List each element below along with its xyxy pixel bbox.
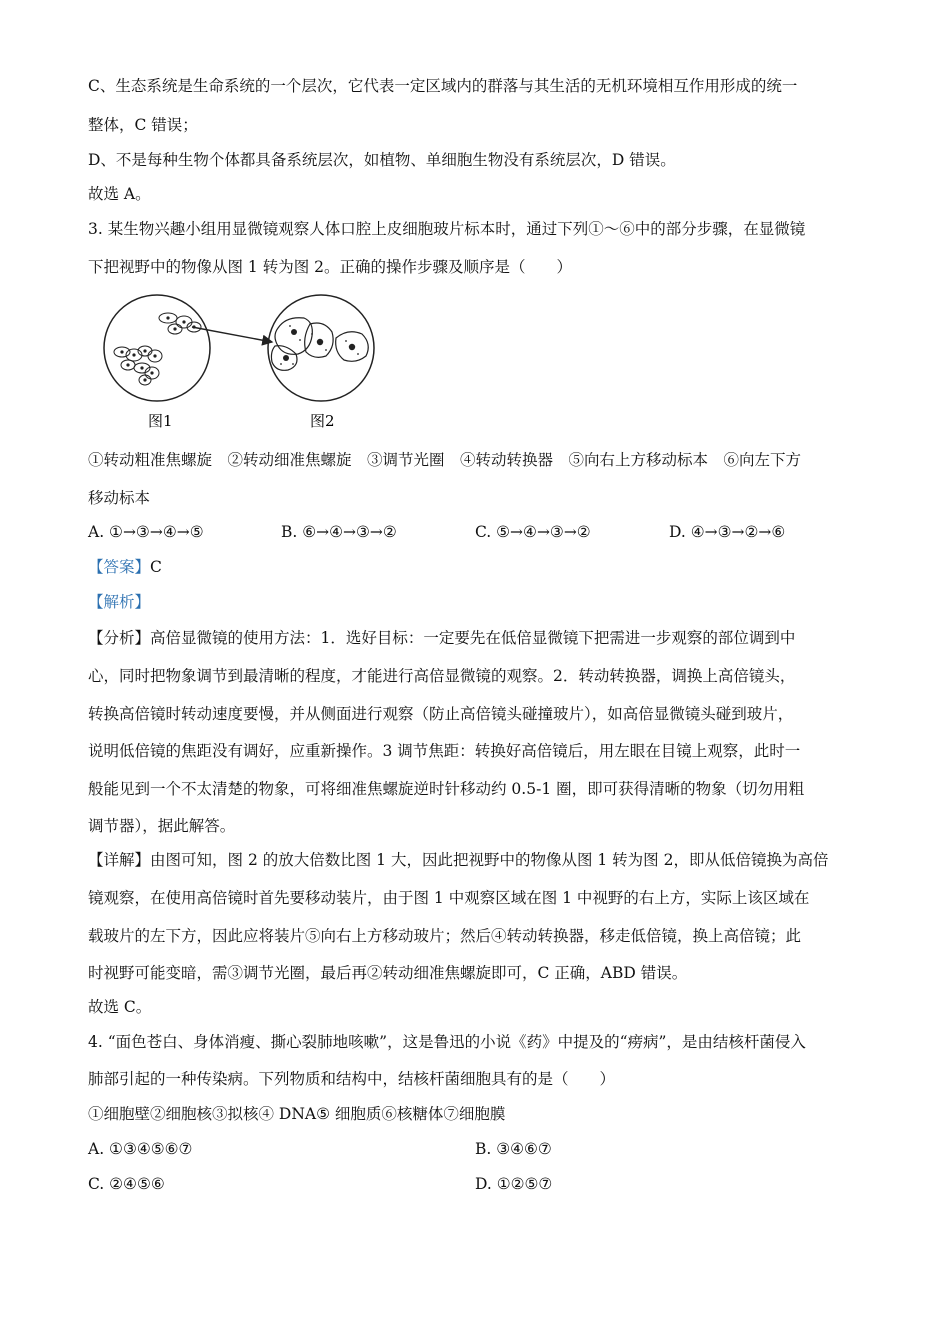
analysis-line — [88, 591, 150, 613]
answer-tag: 【答案】 — [88, 558, 151, 576]
text-line: 整体，C 错误； — [88, 116, 198, 134]
question-4-stem: 4. “面色苍白、身体消瘦、撕心裂肺地咳嗽”，这是鲁迅的小说《药》中提及的“痨病”，是由结核杆菌侵入 — [88, 1033, 806, 1051]
xiangjie-text: 载玻片的左下方，因此应将装片⑤向右上方移动玻片；然后④转动转换器，移走低倍镜，换上高倍镜；此 — [88, 927, 802, 945]
steps-line: 移动标本 — [88, 489, 151, 507]
fenxi-text: 调节器），据此解答。 — [88, 817, 236, 835]
option-c: C. ⑤→④→③→② — [475, 523, 591, 541]
microscope-view-diagram — [100, 294, 390, 434]
q4-option-c: C. ②④⑤⑥ — [88, 1175, 165, 1193]
arrow — [192, 327, 272, 342]
answer-line — [88, 556, 162, 578]
fenxi-text: 说明低倍镜的焦距没有调好，应重新操作。3 调节焦距：转换好高倍镜后，用左眼在目镜上观察，此时一 — [88, 742, 801, 760]
figure-1-label: 图1 — [148, 412, 173, 430]
xiangjie-line — [88, 849, 828, 871]
q4-option-b: B. ③④⑥⑦ — [475, 1140, 552, 1158]
fenxi-text: 般能见到一个不太清楚的物象，可将细准焦螺旋逆时针移动约 0.5-1 圈，即可获得清晰的物象（切勿用粗 — [88, 780, 805, 798]
question-3-stem: 下把视野中的物像从图 1 转为图 2。正确的操作步骤及顺序是（ ） — [88, 258, 573, 276]
fenxi-line — [88, 627, 795, 649]
question-4-items: ①细胞壁②细胞核③拟核④ DNA⑤ 细胞质⑥核糖体⑦细胞膜 — [88, 1105, 506, 1123]
analysis-tag: 【解析】 — [88, 593, 151, 611]
microscope-figure — [100, 294, 390, 434]
xiangjie-tag: 【详解】 — [88, 851, 151, 869]
figure-2-label: 图2 — [310, 412, 335, 430]
fenxi-text: 转换高倍镜时转动速度要慢，并从侧面进行观察（防止高倍镜头碰撞玻片），如高倍显微镜头碰到玻片， — [88, 705, 794, 723]
q4-option-a: A. ①③④⑤⑥⑦ — [88, 1140, 193, 1158]
option-b: B. ⑥→④→③→② — [281, 523, 397, 541]
small-cells — [114, 313, 201, 385]
xiangjie-text: 镜观察，在使用高倍镜时首先要移动装片，由于图 1 中观察区域在图 1 中视野的右上方，实际上该区域在 — [88, 889, 810, 907]
answer-value: C — [150, 558, 162, 576]
option-d: D. ④→③→②→⑥ — [669, 523, 786, 541]
fenxi-text: 高倍显微镜的使用方法：1．选好目标：一定要先在低倍显微镜下把需进一步观察的部位调到中 — [150, 629, 796, 647]
question-4-stem: 肺部引起的一种传染病。下列物质和结构中，结核杆菌细胞具有的是（ ） — [88, 1070, 616, 1088]
conclusion: 故选 C。 — [88, 998, 152, 1016]
field-of-view-2 — [268, 295, 374, 401]
steps-line: ①转动粗准焦螺旋 ②转动细准焦螺旋 ③调节光圈 ④转动转换器 ⑤向右上方移动标本 ⑥向左下方 — [88, 451, 802, 469]
xiangjie-text: 由图可知，图 2 的放大倍数比图 1 大，因此把视野中的物像从图 1 转为图 2，即从低倍镜换为高倍 — [150, 851, 829, 869]
xiangjie-text: 时视野可能变暗，需③调节光圈，最后再②转动细准焦螺旋即可，C 正确，ABD 错误。 — [88, 964, 688, 982]
text-line: C、生态系统是生命系统的一个层次，它代表一定区域内的群落与其生活的无机环境相互作用形成的统一 — [88, 77, 798, 95]
text-line: 故选 A。 — [88, 185, 151, 203]
question-3-stem: 3. 某生物兴趣小组用显微镜观察人体口腔上皮细胞玻片标本时，通过下列①～⑥中的部分步骤，在显微镜 — [88, 220, 806, 238]
q4-option-d: D. ①②⑤⑦ — [475, 1175, 553, 1193]
field-of-view-1 — [104, 295, 210, 401]
fenxi-text: 心，同时把物象调节到最清晰的程度，才能进行高倍显微镜的观察。2．转动转换器，调换上高倍镜头， — [88, 667, 796, 685]
large-cell-nuclei — [280, 325, 359, 365]
option-a: A. ①→③→④→⑤ — [88, 523, 204, 541]
text-line: D、不是每种生物个体都具备系统层次，如植物、单细胞生物没有系统层次，D 错误。 — [88, 151, 676, 169]
fenxi-tag: 【分析】 — [88, 629, 151, 647]
